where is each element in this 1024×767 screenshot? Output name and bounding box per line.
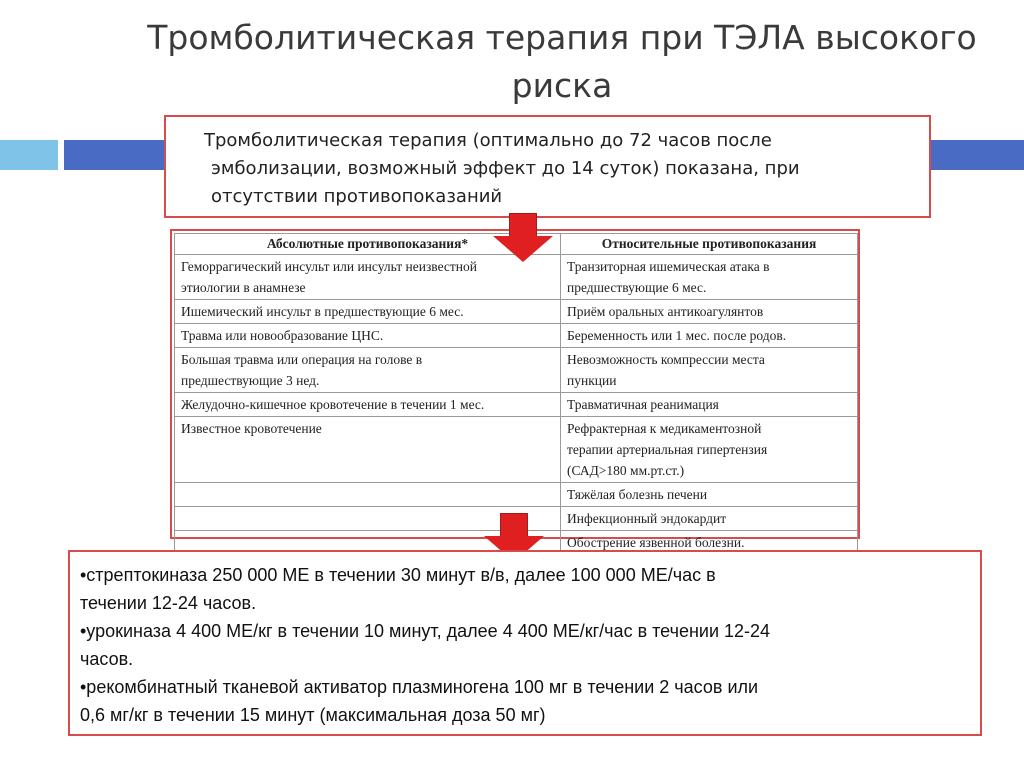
cell-line: Желудочно-кишечное кровотечение в течении 1 мес. (181, 397, 485, 412)
relative-contraindication-cell (561, 393, 858, 417)
cell-line: Транзиторная ишемическая атака в (567, 259, 770, 274)
dosage-line: •стрептокиназа 250 000 МЕ в течении 30 минут в/в, далее 100 000 МЕ/час в (80, 565, 716, 585)
cell-line: пункции (567, 373, 617, 388)
cell-line: Приём оральных антикоагулянтов (567, 304, 764, 319)
contraindications-table-frame (170, 229, 860, 550)
cell-line: предшествующие 6 мес. (567, 280, 707, 295)
relative-contraindication-cell (561, 483, 858, 507)
title-line: Тромболитическая терапия при ТЭЛА высокого (147, 18, 977, 57)
relative-contraindication-cell (561, 348, 858, 393)
cell-line: Инфекционный эндокардит (567, 511, 727, 526)
dosage-text (80, 561, 972, 729)
dosage-line: 0,6 мг/кг в течении 15 минут (максимальная доза 50 мг) (80, 705, 546, 725)
cell-line: Травматичная реанимация (567, 397, 719, 412)
table-row (175, 348, 858, 393)
cell-line: (САД>180 мм.рт.ст.) (567, 463, 685, 478)
dosage-line: течении 12-24 часов. (80, 593, 257, 613)
slide-title (110, 14, 1014, 110)
relative-contraindication-cell (561, 507, 858, 531)
dosage-line: •рекомбинатный тканевой активатор плазминогена 100 мг в течении 2 часов или (80, 677, 759, 697)
cell-line: Большая травма или операция на голове в (181, 352, 423, 367)
table-body (175, 255, 858, 555)
decorative-bar-left (0, 140, 58, 170)
relative-contraindication-cell (561, 300, 858, 324)
absolute-contraindication-cell (175, 393, 561, 417)
cell-line: терапии артериальная гипертензия (567, 442, 768, 457)
indication-line: эмболизации, возможный эффект до 14 суток) показана, при (211, 158, 800, 179)
cell-line: Геморрагический инсульт или инсульт неизвестной (181, 259, 478, 274)
cell-line: Невозможность компрессии места (567, 352, 765, 367)
cell-line: Обострение язвенной болезни. (567, 535, 745, 550)
indication-text (204, 127, 924, 211)
cell-line: Беременность или 1 мес. после родов. (567, 328, 787, 343)
table-row (175, 483, 858, 507)
table-row (175, 393, 858, 417)
cell-line: Известное кровотечение (181, 421, 322, 436)
relative-contraindication-cell (561, 417, 858, 483)
absolute-contraindication-cell (175, 300, 561, 324)
header-relative: Относительные противопоказания (561, 234, 858, 255)
header-absolute: Абсолютные противопоказания* (175, 234, 561, 255)
cell-line (181, 484, 554, 505)
dosage-box (68, 550, 982, 736)
absolute-contraindication-cell (175, 324, 561, 348)
relative-contraindication-cell (561, 324, 858, 348)
table-row (175, 324, 858, 348)
indication-line: отсутствии противопоказаний (211, 186, 503, 207)
dosage-line: часов. (80, 649, 134, 669)
cell-line: предшествующие 3 нед. (181, 373, 320, 388)
relative-contraindication-cell (561, 255, 858, 300)
table-row (175, 300, 858, 324)
indication-box (164, 115, 931, 218)
cell-line: Тяжёлая болезнь печени (567, 487, 708, 502)
contraindications-table (174, 233, 858, 555)
absolute-contraindication-cell (175, 417, 561, 483)
cell-line: Травма или новообразование ЦНС. (181, 328, 384, 343)
table-row (175, 417, 858, 483)
cell-line: Рефрактерная к медикаментозной (567, 421, 762, 436)
absolute-contraindication-cell (175, 348, 561, 393)
cell-line (181, 508, 554, 529)
indication-line: Тромболитическая терапия (оптимально до 72 часов после (204, 130, 772, 151)
cell-line: Ишемический инсульт в предшествующие 6 мес. (181, 304, 464, 319)
absolute-contraindication-cell (175, 483, 561, 507)
cell-line: этиологии в анамнезе (181, 280, 306, 295)
title-line: риска (511, 66, 613, 105)
dosage-line: •урокиназа 4 400 МЕ/кг в течении 10 минут, далее 4 400 МЕ/кг/час в течении 12-24 (80, 621, 771, 641)
